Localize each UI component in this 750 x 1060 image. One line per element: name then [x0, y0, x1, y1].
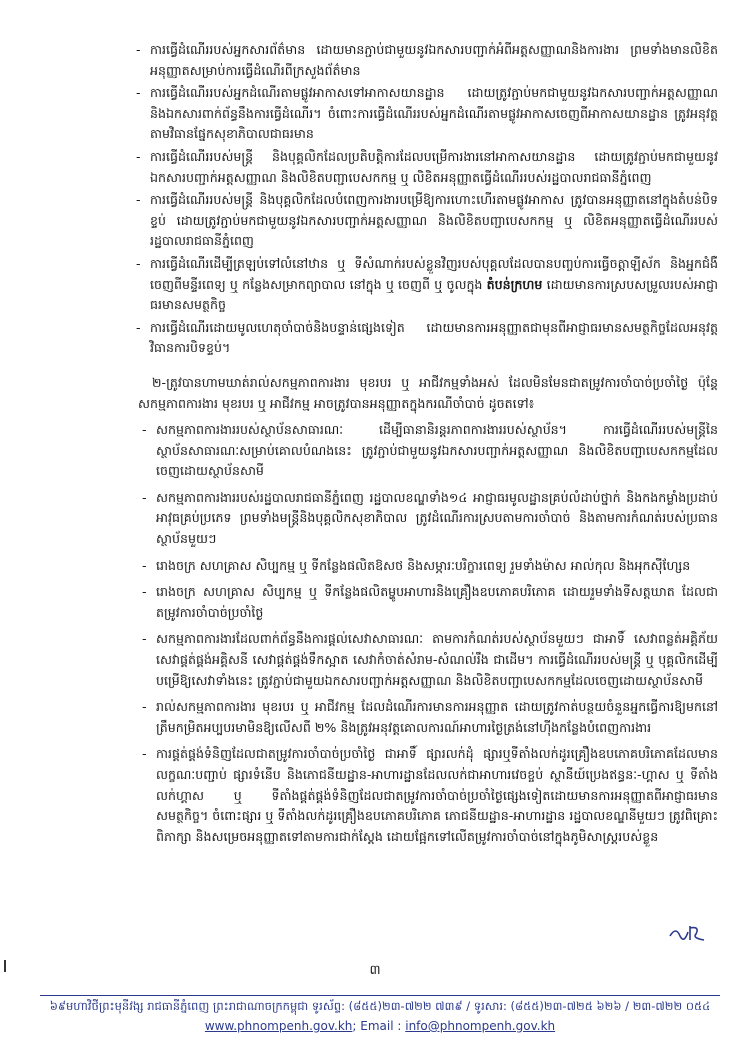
list-item: - រោងចក្រ សហគ្រាស សិប្បកម្ម ឬ ទីកន្លែងផលិតឱសថ និងសម្ភារៈបរិក្ខារពេទ្យ រួមទាំងម៉ាស អាល់កុល និងអុកស៊ីហ្សែន [134, 556, 718, 577]
email-label: ; Email : [352, 1019, 406, 1033]
list-item: - សកម្មភាពការងាររបស់រដ្ឋបាលរាជធានីភ្នំពេញ រដ្ឋបាលខណ្ឌទាំង១៤ អាជ្ញាធរមូលដ្ឋានគ្រប់លំដាប់ថ្នាក់ និងកងកម្លាំងប្រដាប់អាវុធគ្រប់ប្រភេទ ព្រមទាំងមន្ត្រីនិងបុគ្គលិកសុខាភិបាល ត្រូវដំណើរការស្របតាមការចាំបាច់ និងតាមការកំណត់របស់ប្រធានស្ថាប័នមួយៗ [134, 488, 718, 550]
list-item: - ការធ្វើដំណើររបស់អ្នកដំណើរតាមផ្លូវអាកាសទៅអាកាសយានដ្ឋាន ដោយត្រូវភ្ជាប់មកជាមួយនូវឯកសារបញ្ជាក់អត្តសញ្ញាណ និងឯកសារពាក់ព័ន្ធនឹងការធ្វើដំណើរ។ ចំពោះការធ្វើដំណើររបស់អ្នកដំណើរតាមផ្លូវអាកាសចេញពីអាកាសយានដ្ឋាន ត្រូវអនុវត្តតាមវិធានផ្នែកសុខាភិបាលជាធរមាន [128, 83, 718, 145]
document-body [128, 40, 718, 847]
footer-contact [40, 1019, 720, 1033]
list-item-text: ការធ្វើដំណើរដើម្បីត្រឡប់ទៅលំនៅឋាន ឬ ទីសំណាក់របស់ខ្លួនវិញរបស់បុគ្គលដែលបានបញ្ចប់ការធ្វើចត្តាឡីស័ក និងអ្នកជំងឺចេញពីមន្ទីរពេទ្យ ឬ កន្លែងសម្រាកព្យាបាល នៅក្នុង ឬ ចេញពី ឬ ចូលក្នុង [150, 255, 718, 292]
footer-address: ៦៩មហាវិថីព្រះមុនីវង្ស រាជធានីភ្នំពេញ ព្រះរាជាណាចក្រកម្ពុជា ទូរស័ព្ទ: (៨៥៥)២៣-៧២២ ៧៣៩ / ទូរសារ: (៨៥៥)២៣-៧២៥ ៦២៦ / ២៣-៧២២ ០៥៤ [49, 999, 711, 1013]
email-link[interactable]: info@phnompenh.gov.kh [405, 1019, 556, 1033]
section-heading: ២-ត្រូវបានហាមឃាត់រាល់សកម្មភាពការងារ មុខរបរ ឬ អាជីវកម្មទាំងអស់ ដែលមិនមែនជាតម្រូវការចាំបាច់ប្រចាំថ្ងៃ ប៉ុន្តែ សកម្មភាពការងារ មុខរបរ ឬ អាជីវកម្ម អាចត្រូវបានអនុញ្ញាតក្នុងករណីចាំបាច់ ដូចតទៅ៖ [138, 374, 718, 411]
website-link[interactable]: www.phnompenh.gov.kh [204, 1019, 353, 1033]
list-item: - សកម្មភាពការងាររបស់ស្ថាប័នសាធារណៈ ដើម្បីធានានិរន្តរភាពការងាររបស់ស្ថាប័ន។ ការធ្វើដំណើររបស់មន្ត្រីនៃស្ថាប័នសាធារណៈសម្រាប់គោលបំណងនេះ ត្រូវភ្ជាប់ជាមួយនូវឯកសារបញ្ជាក់អត្តសញ្ញាណ និងលិខិតបញ្ជាបេសកកម្មដែលចេញដោយស្ថាប័នសាមី [134, 420, 718, 482]
list-item: - ការធ្វើដំណើររបស់មន្ត្រី និងបុគ្គលិកដែលប្រតិបត្តិការដែលបម្រើការងារនៅអាកាសយានដ្ឋាន ដោយត្រូវភ្ជាប់មកជាមួយនូវឯកសារបញ្ជាក់អត្តសញ្ញាណ និងលិខិតបញ្ជាបេសកកម្ម ឬ លិខិតអនុញ្ញាតធ្វើដំណើររបស់រដ្ឋបាលរាជធានីភ្នំពេញ [128, 147, 718, 188]
list-item: - រាល់សកម្មភាពការងារ មុខរបរ ឬ អាជីវកម្ម ដែលដំណើរការមានការអនុញ្ញាត ដោយត្រូវកាត់បន្ថយចំនួនអ្នកធ្វើការឱ្យមកនៅត្រឹមកម្រិតអប្បបរមាមិនឱ្យលើសពី ២% និងត្រូវអនុវត្តគោលការណ៍អាហារថ្ងៃត្រង់នៅហ៊ីងកន្លែងបំពេញការងារ [134, 697, 718, 738]
list-item: - ការធ្វើដំណើររបស់មន្ត្រី និងបុគ្គលិកដែលបំពេញការងារបម្រើឱ្យការហោះហើរតាមផ្លូវអាកាស ត្រូវបានអនុញ្ញាតនៅក្នុងតំបន់បិទខ្ទប់ ដោយត្រូវភ្ជាប់មកជាមួយនូវឯកសារបញ្ជាក់អត្តសញ្ញាណ និងលិខិតបញ្ជាបេសកកម្ម ឬ លិខិតអនុញ្ញាតធ្វើដំណើររបស់រដ្ឋបាលរាជធានីភ្នំពេញ [128, 190, 718, 252]
list-item: - ការផ្គត់ផ្គង់ទំនិញដែលជាតម្រូវការចាំបាច់ប្រចាំថ្ងៃ ជាអាទិ៍ ផ្សារលក់ដុំ ផ្សារឬទីតាំងលក់ដូរគ្រឿងឧបភោគបរិភោគដែលមានលក្ខណៈបញ្ជាប់ ផ្សារទំនើប និងភោជនីយដ្ឋាន-អាហារដ្ឋានដែលលក់ជាអាហារវេចខ្ចប់ ស្ថានីយ៍ប្រេងឥន្ធនៈ-ហ្គាស ឬ ទីតាំងលក់ហ្គាស ឬ ទីតាំងផ្គត់ផ្គង់ទំនិញដែលជាតម្រូវការចាំបាច់ប្រចាំថ្ងៃផ្សេងទៀតដោយមានការអនុញ្ញាតពីអាជ្ញាធរមានសមត្ថកិច្ច។ ចំពោះផ្សារ ឬ ទីតាំងលក់ដូរគ្រឿងឧបភោគបរិភោគ ភោជនីយដ្ឋាន-អាហារដ្ឋាន រដ្ឋបាលខណ្ឌនីមួយៗ ត្រូវពិគ្រោះពិភាក្សា និងសម្រេចអនុញ្ញាតទៅតាមការជាក់ស្តែង ដោយផ្អែកទៅលើតម្រូវការចាំបាច់នៅក្នុងភូមិសាស្ត្ររបស់ខ្លួន [134, 744, 718, 847]
list-item [128, 254, 718, 316]
signature-initials-icon [668, 922, 708, 944]
page-number: ៣ [369, 963, 381, 978]
list-item: - រោងចក្រ សហគ្រាស សិប្បកម្ម ឬ ទីកន្លែងផលិតម្ហូបអាហារនិងគ្រឿងឧបភោគបរិភោគ ដោយរួមទាំងទីសត្តឃាត ដែលជាតម្រូវការចាំបាច់ប្រចាំថ្ងៃ [134, 582, 718, 623]
footer-divider [40, 995, 720, 996]
list-item: - ការធ្វើដំណើរដោយមូលហេតុចាំបាច់និងបន្ទាន់ផ្សេងទៀត ដោយមានការអនុញ្ញាតជាមុនពីអាជ្ញាធរមានសមត្ថកិច្ចដែលអនុវត្តវិធានការបិទខ្ទប់។ [128, 318, 718, 359]
list-item: - ការធ្វើដំណើររបស់អ្នកសារព័ត៌មាន ដោយមានភ្ជាប់ជាមួយនូវឯកសារបញ្ជាក់អំពីអត្តសញ្ញាណនិងការងារ ព្រមទាំងមានលិខិតអនុញ្ញាតសម្រាប់ការធ្វើដំណើរពីក្រសួងព័ត៌មាន [128, 40, 718, 81]
list-item: - សកម្មភាពការងារដែលពាក់ព័ន្ធនឹងការផ្តល់សេវាសាធារណៈ តាមការកំណត់របស់ស្ថាប័នមួយៗ ជាអាទិ៍ សេវាពន្លត់អគ្គិភ័យ សេវាផ្គត់ផ្គង់អគ្គិសនី សេវាផ្គត់ផ្គង់ទឹកស្អាត សេវាកំចាត់សំរាម-សំណល់រឹង ជាដើម។ ការធ្វើដំណើររបស់មន្ត្រី ឬ បុគ្គលិកដើម្បីបម្រើឱ្យសេវាទាំងនេះ ត្រូវភ្ជាប់ជាមួយឯកសារបញ្ជាក់អត្តសញ្ញាណ និងលិខិតបញ្ជាបេសកកម្មដែលចេញដោយស្ថាប័នសាមី [134, 629, 718, 691]
list-item-tail: ដោយមានការស្របសម្រួលរបស់អាជ្ញាធរមានសមត្ថកិច្ច [150, 276, 718, 313]
bold-phrase: តំបន់ក្រហម [486, 276, 543, 292]
